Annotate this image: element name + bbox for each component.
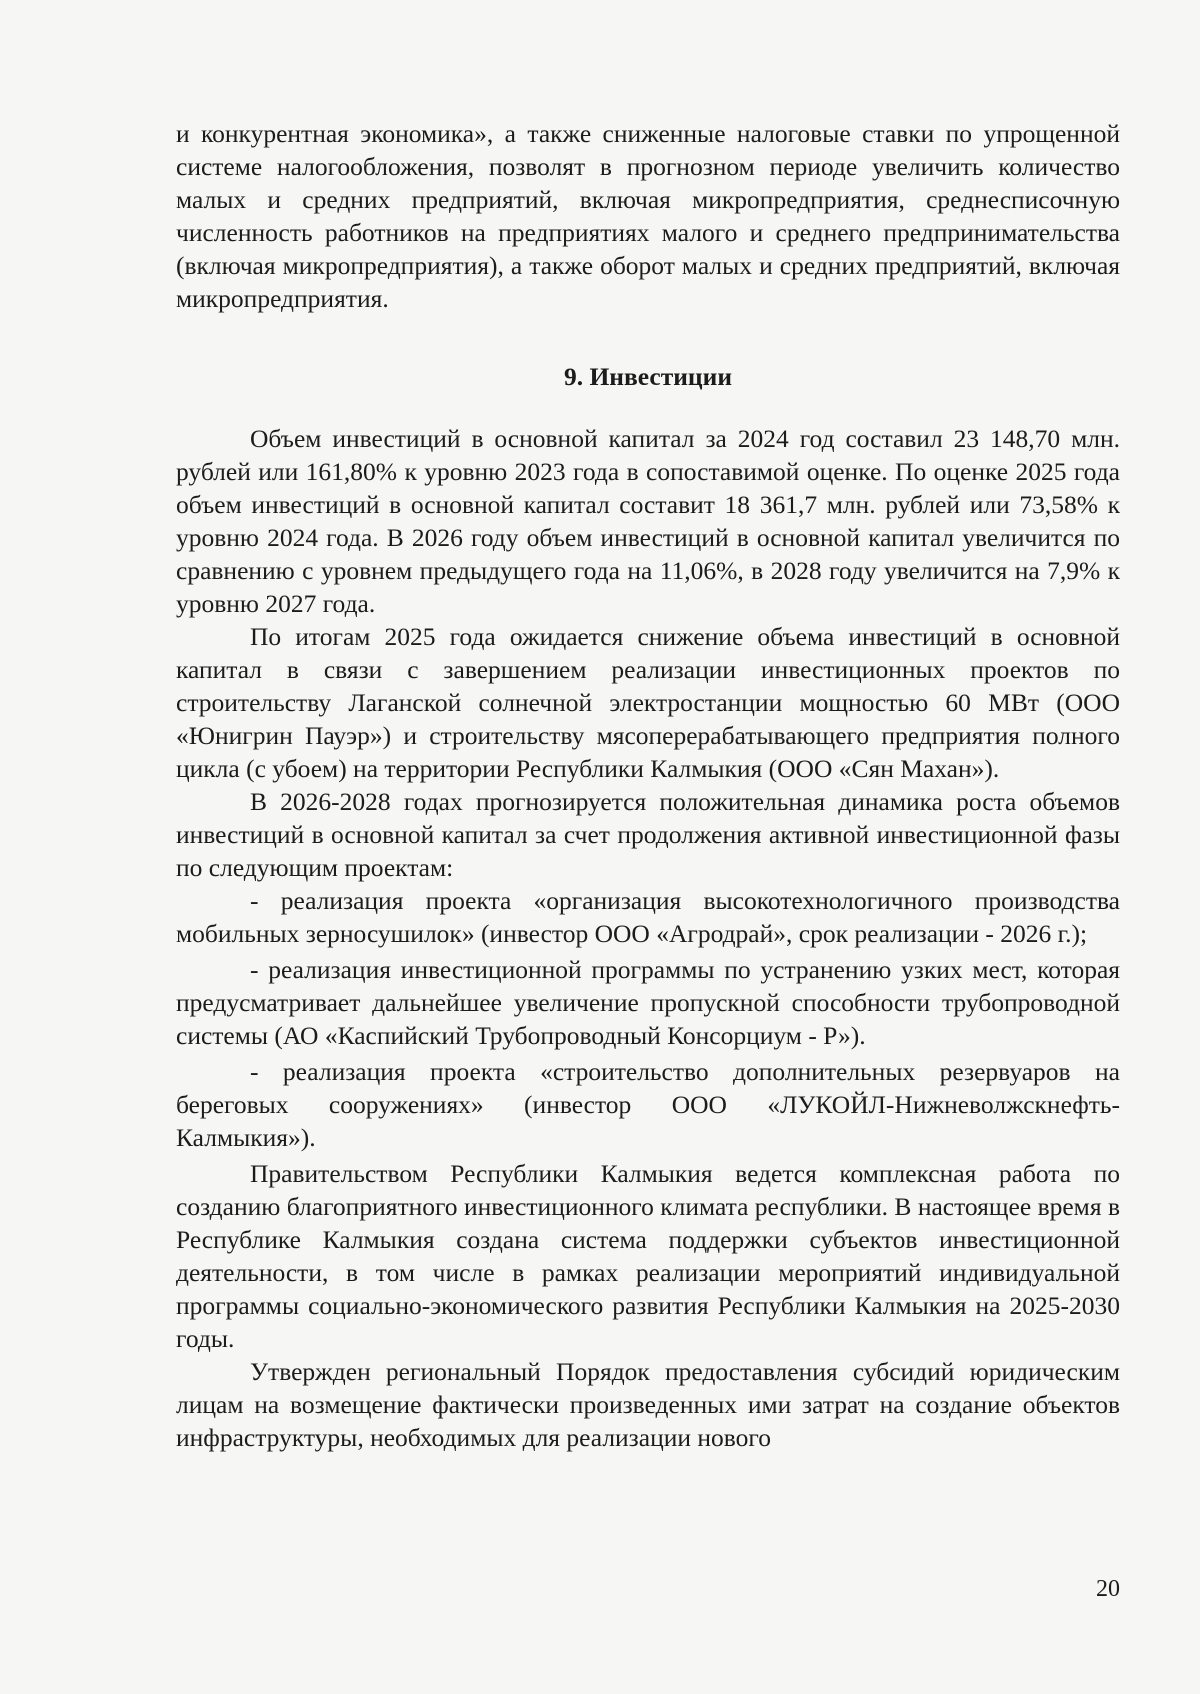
paragraph-intro: и конкурентная экономика», а также сниженные налоговые ставки по упрощенной системе налогообложения, позволят в прогнозном периоде увеличить количество малых и средних предприятий, включая микропредприятия, среднесписочную численность работников на предприятиях малого и среднего предпринимательства (включая микропредприятия), а также оборот малых и средних предприятий, включая микропредприятия. <box>176 119 1120 313</box>
page-number: 20 <box>1096 1576 1120 1602</box>
paragraph-2025-decline: По итогам 2025 года ожидается снижение объема инвестиций в основной капитал в связи с завершением реализации инвестиционных проектов по строительству Лаганской солнечной электростанции мощностью 60 МВт (ООО «Юнигрин Пауэр») и строительству мясоперерабатывающего предприятия полного цикла (с убоем) на территории Республики Калмыкия (ООО «Сян Махан»). <box>176 622 1120 783</box>
list-item-grain-dryers: - реализация проекта «организация высокотехнологичного производства мобильных зерносушилок» (инвестор ООО «Агродрай», срок реализации - 2026 г.); <box>176 886 1120 948</box>
paragraph-government-support: Правительством Республики Калмыкия ведется комплексная работа по созданию благоприятного инвестиционного климата республики. В настоящее время в Республике Калмыкия создана система поддержки субъектов инвестиционной деятельности, в том числе в рамках реализации мероприятий индивидуальной программы социально-экономического развития Республики Калмыкия на 2025-2030 годы. <box>176 1159 1120 1353</box>
paragraph-subsidy-procedure: Утвержден региональный Порядок предоставления субсидий юридическим лицам на возмещение фактически произведенных ими затрат на создание объектов инфраструктуры, необходимых для реализации нового <box>176 1357 1120 1452</box>
paragraph-investment-volume: Объем инвестиций в основной капитал за 2024 год составил 23 148,70 млн. рублей или 161,80% к уровню 2023 года в сопоставимой оценке. По оценке 2025 года объем инвестиций в основной капитал составит 18 361,7 млн. рублей или 73,58% к уровню 2024 года. В 2026 году объем инвестиций в основной капитал увеличится по сравнению с уровнем предыдущего года на 11,06%, в 2028 году увеличится на 7,9% к уровню 2027 года. <box>176 424 1120 618</box>
paragraph-2026-2028-dynamics: В 2026-2028 годах прогнозируется положительная динамика роста объемов инвестиций в основной капитал за счет продолжения активной инвестиционной фазы по следующим проектам: <box>176 787 1120 882</box>
section-heading: 9. Инвестиции <box>563 362 733 391</box>
document-body <box>176 117 1120 1454</box>
list-item-pipeline-program: - реализация инвестиционной программы по устранению узких мест, которая предусматривает дальнейшее увеличение пропускной способности трубопроводной системы (АО «Каспийский Трубопроводный Консорциум - Р»). <box>176 955 1120 1050</box>
list-item-reservoirs: - реализация проекта «строительство дополнительных резервуаров на береговых сооружениях» (инвестор ООО «ЛУКОЙЛ-Нижневолжскнефть-Калмыкия»). <box>176 1057 1120 1152</box>
